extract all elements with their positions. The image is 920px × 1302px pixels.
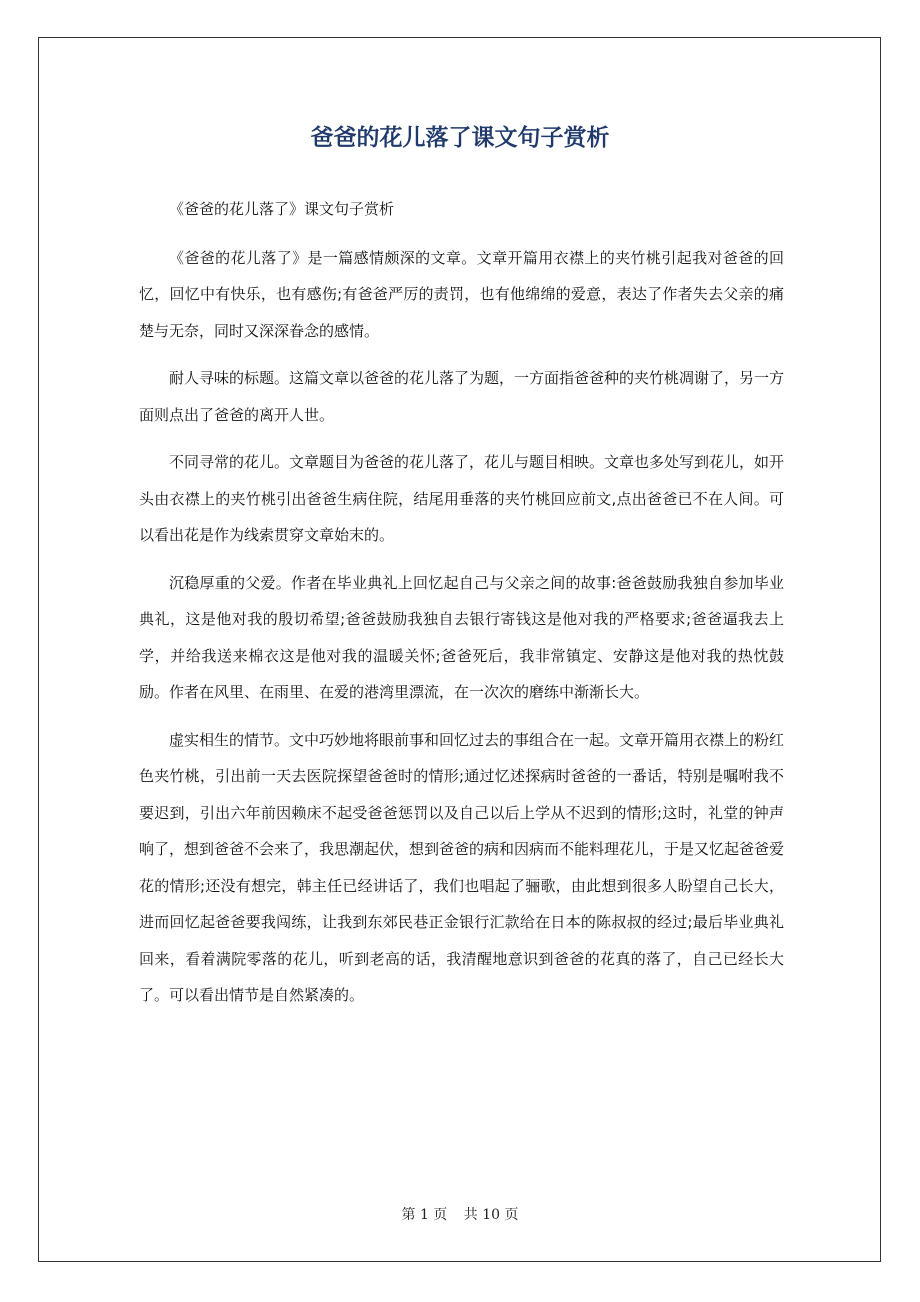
- document-body: [139, 191, 784, 1025]
- page-number: 第 1 页: [401, 1207, 448, 1223]
- paragraph-title-meaning: 耐人寻味的标题。这篇文章以爸爸的花儿落了为题，一方面指爸爸种的夹竹桃凋谢了，另一方面则点出了爸爸的离开人世。: [139, 369, 785, 424]
- paragraph-intro: 《爸爸的花儿落了》是一篇感情颇深的文章。文章开篇用衣襟上的夹竹桃引起我对爸爸的回忆，回忆中有快乐，也有感伤;有爸爸严厉的责罚，也有他绵绵的爱意，表达了作者失去父亲的痛楚与无奈，同时又深深眷念的感情。: [139, 248, 784, 340]
- paragraph-fatherly-love: 沉稳厚重的父爱。作者在毕业典礼上回忆起自己与父亲之间的故事:爸爸鼓励我独自参加毕业典礼，这是他对我的殷切希望;爸爸鼓励我独自去银行寄钱这是他对我的严格要求;爸爸逼我去上学，并给我送来棉衣这是他对我的温暖关怀;爸爸死后，我非常镇定、安静这是他对我的热忱鼓励。作者在风里、在雨里、在爱的港湾里漂流，在一次次的磨练中渐渐长大。: [139, 573, 784, 701]
- paragraph-plot: 虚实相生的情节。文中巧妙地将眼前事和回忆过去的事组合在一起。文章开篇用衣襟上的粉红色夹竹桃，引出前一天去医院探望爸爸时的情形;通过忆述探病时爸爸的一番话，特别是嘱咐我不要迟到，引出六年前因赖床不起受爸爸惩罚以及自己以后上学从不迟到的情形;这时，礼堂的钟声响了，想到爸爸不会来了，我思潮起伏，想到爸爸的病和因病而不能料理花儿，于是又忆起爸爸爱花的情形;还没有想完，韩主任已经讲话了，我们也唱起了骊歌，由此想到很多人盼望自己长大，进而回忆起爸爸要我闯练，让我到东郊民巷正金银行汇款给在日本的陈叔叔的经过;最后毕业典礼回来，看着满院零落的花儿，听到老高的话，我清醒地意识到爸爸的花真的落了，自己已经长大了。可以看出情节是自然紧凑的。: [139, 730, 785, 1004]
- paragraph-flowers: 不同寻常的花儿。文章题目为爸爸的花儿落了，花儿与题目相映。文章也多处写到花儿，如开头由衣襟上的夹竹桃引出爸爸生病住院，结尾用垂落的夹竹桃回应前文,点出爸爸已不在人间。可以看出花是作为线索贯穿文章始末的。: [139, 453, 785, 544]
- paragraph-subtitle: 《爸爸的花儿落了》课文句子赏析: [169, 200, 395, 218]
- page-total: 共 10 页: [463, 1207, 519, 1223]
- page-footer: [0, 1204, 920, 1226]
- document-title: 爸爸的花儿落了课文句子赏析: [310, 125, 610, 151]
